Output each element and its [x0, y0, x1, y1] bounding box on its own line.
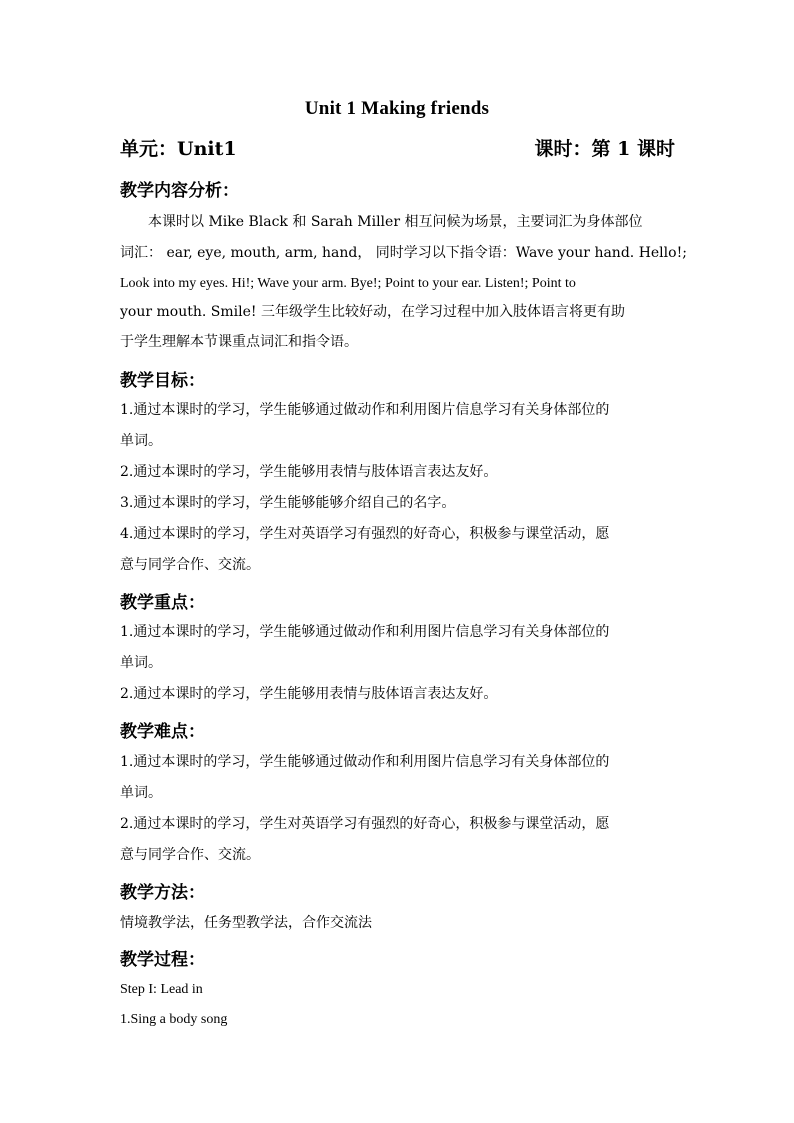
process-line: Step I: Lead in [120, 982, 203, 997]
lesson-meta-row [120, 134, 675, 162]
objectives-line: 4.通过本课时的学习，学生对英语学习有强烈的好奇心，积极参与课堂活动，愿 [120, 526, 610, 542]
key-points-heading: 教学重点： [120, 593, 205, 613]
key-points-line: 2.通过本课时的学习，学生能够用表情与肢体语言表达友好。 [120, 686, 498, 702]
objectives-line: 单词。 [120, 433, 162, 449]
key-points-line: 单词。 [120, 655, 162, 671]
objectives-line: 3.通过本课时的学习，学生能够能够介绍自己的名字。 [120, 495, 456, 511]
difficulties-line: 单词。 [120, 785, 162, 801]
content-analysis-line: your mouth. Smile! 三年级学生比较好动，在学习过程中加入肢体语言将更有助 [120, 304, 625, 320]
difficulties-line: 意与同学合作、交流。 [120, 847, 260, 863]
document-title: Unit 1 Making friends [304, 98, 490, 119]
content-analysis-line: 本课时以 Mike Black 和 Sarah Miller 相互问候为场景，主要词汇为身体部位 [148, 214, 643, 230]
period-label: 课时：第 1 课时 [534, 138, 675, 160]
methods-line: 情境教学法，任务型教学法，合作交流法 [120, 915, 372, 931]
content-analysis-line: 词汇： ear, eye, mouth, arm, hand， 同时学习以下指令语：Wave your hand. Hello!; [120, 245, 687, 261]
unit-label: 单元：Unit1 [120, 138, 237, 160]
difficulties-line: 1.通过本课时的学习，学生能够通过做动作和利用图片信息学习有关身体部位的 [120, 754, 610, 770]
objectives-heading: 教学目标： [120, 371, 205, 391]
difficulties-heading: 教学难点： [120, 722, 205, 742]
objectives-line: 意与同学合作、交流。 [120, 557, 260, 573]
difficulties-line: 2.通过本课时的学习，学生对英语学习有强烈的好奇心，积极参与课堂活动，愿 [120, 816, 610, 832]
content-analysis-line: Look into my eyes. Hi!; Wave your arm. Bye!; Point to your ear. Listen!; Point to [120, 276, 576, 291]
process-line: 1.Sing a body song [120, 1012, 228, 1027]
process-heading: 教学过程： [120, 950, 205, 970]
key-points-line: 1.通过本课时的学习，学生能够通过做动作和利用图片信息学习有关身体部位的 [120, 624, 610, 640]
objectives-line: 1.通过本课时的学习，学生能够通过做动作和利用图片信息学习有关身体部位的 [120, 402, 610, 418]
objectives-line: 2.通过本课时的学习，学生能够用表情与肢体语言表达友好。 [120, 464, 498, 480]
methods-heading: 教学方法： [120, 883, 205, 903]
content-analysis-heading: 教学内容分析： [120, 181, 239, 201]
content-analysis-line: 于学生理解本节课重点词汇和指令语。 [120, 334, 358, 350]
